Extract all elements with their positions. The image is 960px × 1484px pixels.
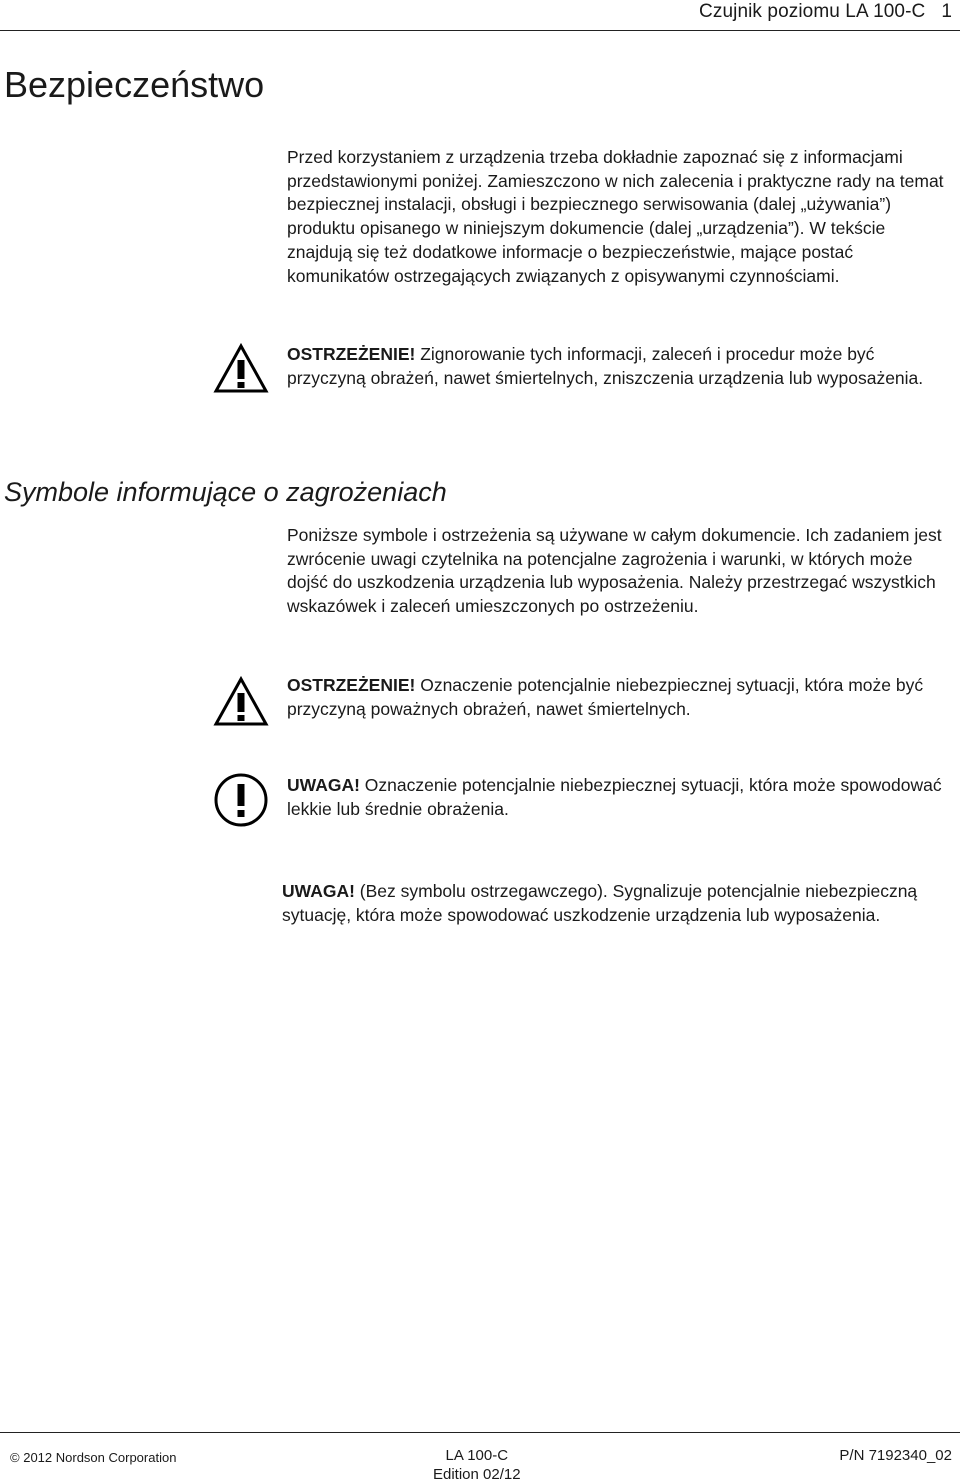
warning-definition-text: Oznaczenie potencjalnie niebezpiecznej sytuacji, która może być przyczyną poważnych obrażeń, nawet śmiertelnych. (287, 675, 924, 719)
copyright-symbol: © (10, 1450, 20, 1465)
running-header (699, 1, 952, 23)
warning-label: OSTRZEŻENIE! (287, 675, 416, 695)
caution-definition-text: Oznaczenie potencjalnie niebezpiecznej sytuacji, która może spowodować lekkie lub średnie obrażenia. (287, 775, 942, 819)
warning-text: Zignorowanie tych informacji, zaleceń i procedur może być przyczyną obrażeń, nawet śmiertelnych, zniszczenia urządzenia lub wyposażenia. (287, 344, 924, 388)
caution-no-symbol-text: (Bez symbolu ostrzegawczego). Sygnalizuje potencjalnie niebezpieczną sytuację, która może spowodować uszkodzenie urządzenia lub wyposażenia. (282, 881, 918, 925)
section-heading-hazard-symbols: Symbole informujące o zagrożeniach (4, 477, 447, 507)
safety-warning-note (287, 343, 955, 390)
footer-part-number: P/N 7192340_02 (839, 1447, 952, 1464)
caution-no-symbol-definition (282, 880, 955, 927)
caution-label: UWAGA! (287, 775, 360, 795)
footer-copyright (10, 1450, 176, 1465)
page-number: 1 (941, 1, 952, 22)
header-divider (0, 30, 960, 31)
hazard-symbols-intro-paragraph: Poniższe symbole i ostrzeżenia są używane w całym dokumencie. Ich zadaniem jest zwrócenie uwagi czytelnika na potencjalne zagrożenia i warunki, w których może dojść do uszkodzenia urządzenia lub wyposażenia. Należy przestrzegać wszystkich wskazówek i zaleceń umieszczonych po ostrzeżeniu. (287, 525, 942, 617)
caution-definition (287, 774, 955, 821)
section-heading-safety: Bezpieczeństwo (4, 64, 265, 105)
warning-triangle-icon (213, 342, 269, 394)
caution-circle-icon (213, 772, 269, 828)
footer-model: LA 100-C (445, 1447, 509, 1464)
footer-edition: Edition 02/12 (433, 1466, 521, 1483)
copyright-text: 2012 Nordson Corporation (23, 1450, 177, 1465)
caution-label: UWAGA! (282, 881, 355, 901)
safety-intro-paragraph: Przed korzystaniem z urządzenia trzeba dokładnie zapoznać się z informacjami przedstawionymi poniżej. Zamieszczono w nich zalecenia i praktyczne rady na temat bezpiecznej instalacji, obsługi i bezpiecznego serwisowania (dalej „używania”) produktu opisanego w niniejszym dokumencie (dalej „urządzenia”). W tekście znajdują się też dodatkowe informacje o bezpieczeństwie, mające postać komunikatów ostrzegających związanych z opisywanymi czynnościami. (287, 147, 944, 286)
warning-label: OSTRZEŻENIE! (287, 344, 416, 364)
warning-definition (287, 674, 955, 721)
footer-divider (0, 1432, 960, 1433)
document-title: Czujnik poziomu LA 100-C (699, 1, 926, 22)
warning-triangle-icon (213, 675, 269, 727)
footer-model-edition (433, 1446, 521, 1484)
